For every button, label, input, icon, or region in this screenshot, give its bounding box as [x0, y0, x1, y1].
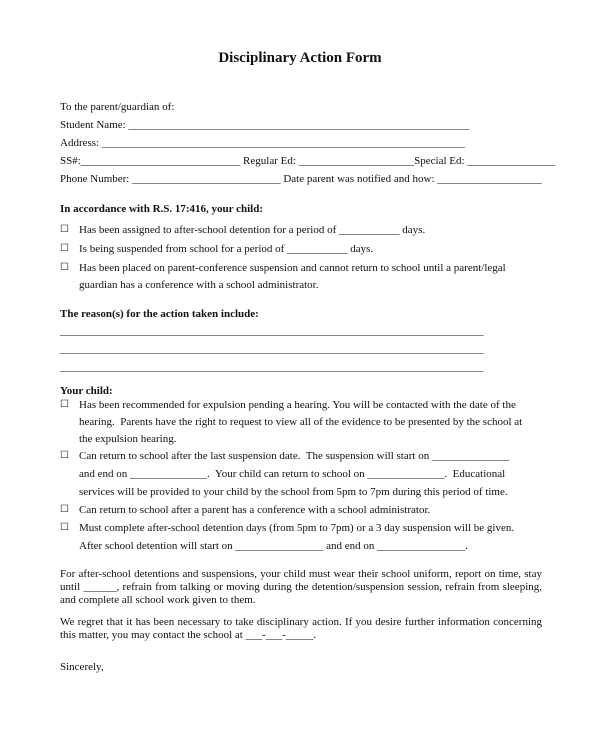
rs-item-suspended: Is being suspended from school for a period of ___________ days. — [79, 243, 374, 255]
checkbox-icon[interactable]: ☐ — [60, 399, 69, 410]
rs-section-heading: In accordance with R.S. 17:416, your child: — [60, 203, 263, 215]
reasons-section-heading: The reason(s) for the action taken include: — [60, 308, 259, 320]
rs-item-parent-conference-line2: guardian has a conference with a school administrator. — [79, 279, 319, 291]
reason-line[interactable]: _____________________________________________________________________________ — [60, 343, 484, 355]
address-field[interactable]: Address: __________________________________________________________________ — [60, 137, 465, 149]
child-item-suspension-line3: services will be provided to your child by the school from 5pm to 7pm during this period of time. — [79, 486, 508, 498]
child-item-suspension-line1: Can return to school after the last suspension date. The suspension will start on ______________ — [79, 450, 509, 462]
child-item-detention-line2: After school detention will start on ________________ and end on ________________. — [79, 540, 468, 552]
reason-line[interactable]: _____________________________________________________________________________ — [60, 361, 484, 373]
to-parent-label: To the parent/guardian of: — [60, 101, 175, 113]
your-child-heading: Your child: — [60, 385, 113, 397]
regret-paragraph: We regret that it has been necessary to take disciplinary action. If you desire further information concerning this matter, you may contact the school at ___-___-_____. — [60, 616, 542, 641]
rs-item-detention: Has been assigned to after-school detention for a period of ___________ days. — [79, 224, 426, 236]
checkbox-icon[interactable]: ☐ — [60, 262, 69, 273]
checkbox-icon[interactable]: ☐ — [60, 504, 69, 515]
uniform-paragraph: For after-school detentions and suspensions, your child must wear their school uniform, report on time, stay until ______, refrain from talking or moving during the detention/suspension session, refrain from sleeping, and complete all school work given to them. — [60, 568, 542, 606]
signoff: Sincerely, — [60, 661, 104, 673]
reason-line[interactable]: _____________________________________________________________________________ — [60, 325, 484, 337]
child-item-expulsion-line2: hearing. Parents have the right to request to view all of the evidence to be presented by the school at — [79, 416, 523, 428]
ss-regular-special-ed-field[interactable]: SS#:_____________________________ Regular Ed: _____________________Special Ed: ________________ — [60, 155, 556, 167]
checkbox-icon[interactable]: ☐ — [60, 450, 69, 461]
checkbox-icon[interactable]: ☐ — [60, 224, 69, 235]
student-name-field[interactable]: Student Name: ______________________________________________________________ — [60, 119, 470, 131]
checkbox-icon[interactable]: ☐ — [60, 243, 69, 254]
child-item-detention-line1: Must complete after-school detention days (from 5pm to 7pm) or a 3 day suspension will be given. — [79, 522, 515, 534]
child-item-conference: Can return to school after a parent has a conference with a school administrator. — [79, 504, 431, 516]
child-item-suspension-line2: and end on ______________. Your child can return to school on ______________. Educational — [79, 468, 506, 480]
form-title: Disciplinary Action Form — [218, 50, 382, 66]
child-item-expulsion-line1: Has been recommended for expulsion pending a hearing. You will be contacted with the date of the — [79, 399, 516, 411]
phone-notified-field[interactable]: Phone Number: ___________________________ Date parent was notified and how: ___________________ — [60, 173, 542, 185]
rs-item-parent-conference-line1: Has been placed on parent-conference suspension and cannot return to school until a parent/legal — [79, 262, 506, 274]
checkbox-icon[interactable]: ☐ — [60, 522, 69, 533]
child-item-expulsion-line3: the expulsion hearing. — [79, 433, 177, 445]
